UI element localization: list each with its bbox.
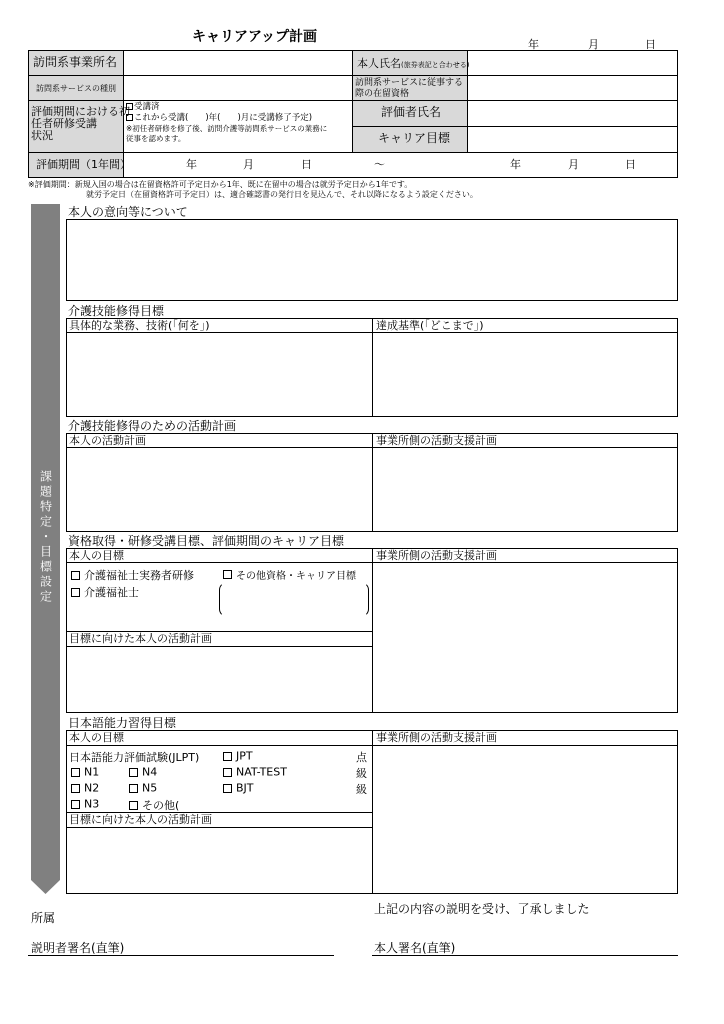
consent-text: 上記の内容の説明を受け、了承しました [374, 902, 590, 916]
period-month-2: 月 [568, 158, 579, 171]
skill-criteria-label: 達成基準(「どこまで」) [376, 319, 484, 332]
checkbox-icon [71, 588, 80, 597]
jpt-unit: 点 [356, 751, 367, 764]
jp-own-goal-label: 本人の目標 [69, 731, 124, 744]
date-year-label: 年 [528, 38, 539, 51]
checkbox-icon [223, 570, 232, 579]
period-year-1: 年 [186, 158, 197, 171]
checkbox-icon [129, 801, 138, 810]
training-opt-completed[interactable]: 受講済 [126, 102, 327, 113]
qual-own-plan-field[interactable] [67, 647, 372, 712]
person-signature-line[interactable] [372, 955, 678, 956]
explainer-signature-line[interactable] [28, 955, 334, 956]
checkbox-icon [223, 768, 232, 777]
qual-opt-other[interactable]: その他資格・キャリア目標 [223, 567, 356, 582]
checkbox-icon [126, 114, 133, 121]
date-day-label: 日 [645, 38, 656, 51]
jp-opt-other[interactable]: その他( [129, 797, 179, 813]
checkbox-icon [71, 784, 80, 793]
qual-goal-heading: 資格取得・研修受講目標、評価期間のキャリア目標 [68, 534, 345, 548]
skill-criteria-field[interactable] [373, 333, 677, 416]
office-support-plan-field[interactable] [373, 448, 677, 531]
residence-status-label: 訪問系サービスに従事する 際の在留資格 [355, 78, 464, 99]
person-signature-label: 本人署名(直筆) [374, 941, 456, 955]
qual-office-support-field[interactable] [373, 563, 677, 712]
page-title: キャリアアップ計画 [192, 29, 318, 45]
jp-opt-n4[interactable]: N4 [129, 765, 157, 779]
training-options: 受講済 これから受講( )年( )月に受講修了予定) ※初任者研修を修了後、訪問介護等訪問系サービスの業務に 従事を認めます。 [126, 102, 328, 143]
qual-own-goal-label: 本人の目標 [69, 549, 124, 562]
training-opt-planned[interactable]: これから受講( )年( )月に受講修了予定) [126, 113, 327, 124]
checkbox-icon [71, 800, 80, 809]
period-year-2: 年 [510, 158, 521, 171]
skill-specific-label: 具体的な業務、技術(「何を」) [69, 319, 210, 332]
person-name-field[interactable] [468, 51, 677, 75]
own-activity-plan-field[interactable] [67, 448, 372, 531]
qual-opt-practitioner[interactable]: 介護福祉士実務者研修 [71, 567, 194, 583]
jp-goal-heading: 日本語能力習得目標 [68, 716, 177, 730]
checkbox-icon [71, 768, 80, 777]
checkbox-icon [129, 768, 138, 777]
period-note: ※評価期間：新規入国の場合は在留資格許可予定日から1年、既に在留中の場合は就労予定日から1年です。 就労予定日（在留資格許可予定日）は、適合確認書の発行日を見込んで、それ以降になるよう設定ください。 [28, 180, 478, 199]
checkbox-icon [126, 103, 133, 110]
own-activity-plan-label: 本人の活動計画 [69, 434, 146, 447]
checkbox-icon [71, 571, 80, 580]
jp-office-support-label: 事業所側の活動支援計画 [376, 731, 497, 744]
period-day-2: 日 [625, 158, 636, 171]
jp-office-support-field[interactable] [373, 746, 677, 893]
jp-opt-n1[interactable]: N1 [71, 765, 99, 779]
career-goal-field[interactable] [468, 127, 677, 152]
checkbox-icon [129, 784, 138, 793]
jlpt-label: 日本語能力評価試験(JLPT) [69, 751, 200, 764]
office-name-field[interactable] [124, 51, 352, 75]
intent-heading: 本人の意向等について [68, 205, 188, 219]
checkbox-icon [223, 784, 232, 793]
intent-field[interactable] [66, 219, 678, 301]
bjt-unit: 級 [356, 783, 367, 796]
jp-opt-n2[interactable]: N2 [71, 781, 99, 795]
training-status-label: 評価期間における初 任者研修受講 状況 [31, 105, 130, 142]
qual-other-bracket[interactable] [219, 582, 369, 617]
jp-opt-jpt[interactable]: JPT [223, 749, 253, 763]
residence-status-field[interactable] [468, 76, 677, 100]
qual-own-plan-label: 目標に向けた本人の活動計画 [69, 632, 212, 645]
period-day-1: 日 [301, 158, 312, 171]
jp-own-plan-field[interactable] [67, 828, 372, 893]
affiliation-label: 所属 [31, 911, 56, 925]
jp-own-plan-label: 目標に向けた本人の活動計画 [69, 813, 212, 826]
checkbox-icon [223, 752, 232, 761]
qual-office-support-label: 事業所側の活動支援計画 [376, 549, 497, 562]
jp-opt-bjt[interactable]: BJT [223, 781, 254, 795]
skill-goal-heading: 介護技能修得目標 [68, 304, 165, 318]
jp-opt-n3[interactable]: N3 [71, 797, 99, 811]
period-tilde: ～ [374, 158, 385, 171]
office-support-plan-label: 事業所側の活動支援計画 [376, 434, 497, 447]
explainer-signature-label: 説明者署名(直筆) [31, 941, 125, 955]
evaluator-label: 評価者氏名 [381, 105, 442, 119]
qual-opt-care-worker[interactable]: 介護福祉士 [71, 584, 139, 600]
activity-plan-heading: 介護技能修得のための活動計画 [68, 419, 237, 433]
jp-opt-nat[interactable]: NAT-TEST [223, 765, 287, 779]
date-month-label: 月 [588, 38, 599, 51]
service-type-field[interactable] [124, 76, 352, 100]
period-label: 評価期間（1年間） [36, 158, 131, 171]
side-bar-label: 課題特定・目標設定 [38, 470, 53, 605]
nat-unit: 級 [356, 767, 367, 780]
skill-specific-field[interactable] [67, 333, 372, 416]
jp-opt-n5[interactable]: N5 [129, 781, 157, 795]
career-goal-label: キャリア目標 [378, 131, 451, 145]
evaluator-field[interactable] [468, 101, 677, 126]
period-month-1: 月 [243, 158, 254, 171]
office-name-label: 訪問系事業所名 [33, 55, 118, 69]
person-name-label: 本人氏名(旅券表記と合わせる) [357, 57, 470, 70]
service-type-label: 訪問系サービスの種別 [36, 84, 116, 93]
